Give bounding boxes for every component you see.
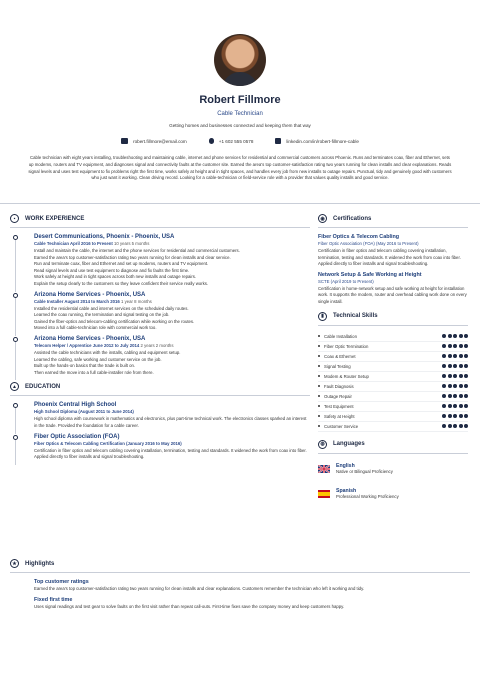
experience-duration: 1 year 8 months — [121, 298, 152, 304]
skill-level — [442, 384, 468, 388]
skill-name — [318, 374, 369, 379]
skill-level — [442, 344, 468, 348]
contact-bar — [0, 138, 480, 144]
skill-level — [442, 374, 468, 378]
email-text[interactable]: robert.fillmore@email.com — [133, 138, 187, 144]
skill-name — [318, 394, 352, 399]
skill-dot — [459, 354, 463, 358]
skill-row — [318, 372, 468, 382]
bullet-icon — [318, 375, 320, 377]
bullet-icon — [318, 415, 320, 417]
skill-row — [318, 352, 468, 362]
skill-row — [318, 412, 468, 422]
skill-row — [318, 382, 468, 392]
skill-dot — [453, 384, 457, 388]
skill-dot — [442, 404, 446, 408]
timeline-line — [15, 408, 16, 433]
highlight-description: Uses signal readings and test gear to solve faults on the first visit rather than repeat call-outs. First-time fixes save the company money and keep customers happy. — [34, 603, 345, 609]
education-item — [10, 434, 310, 461]
description-line: High school diploma with coursework in mathematics and electronics, plus part-time technical work. The electronics classes sparked an interest in the trade. Provided the foundation for a cable career. — [34, 416, 307, 428]
skill-dot — [464, 354, 468, 358]
skill-dot — [453, 424, 457, 428]
skill-dot — [459, 374, 463, 378]
skill-label: Modem & Router Setup — [324, 373, 369, 379]
header-divider — [0, 203, 480, 204]
certification-title: Fiber Optics & Telecom Cabling — [318, 234, 400, 240]
skill-row — [318, 392, 468, 402]
skill-dot — [448, 334, 452, 338]
contact-email[interactable] — [121, 138, 187, 144]
skill-row — [318, 332, 468, 342]
skill-dot — [453, 404, 457, 408]
skill-name — [318, 404, 354, 409]
language-text — [336, 488, 399, 499]
description-line: Then earned the move into a full cable-installer role from there. — [34, 369, 154, 375]
language-level: Professional Working Proficiency — [336, 494, 399, 500]
skill-dot — [448, 424, 452, 428]
skill-level — [442, 394, 468, 398]
skill-dot — [464, 414, 468, 418]
skill-dot — [453, 344, 457, 348]
skill-level — [442, 404, 468, 408]
bullet-icon — [318, 365, 320, 367]
certification-issuer: Fiber Optic Association (FOA) (May 2016 to Present) — [318, 241, 419, 246]
briefcase-icon: ▪ — [10, 214, 19, 223]
timeline-line — [15, 298, 16, 336]
skill-level — [442, 364, 468, 368]
certifications-heading: ◉ Certifications — [318, 214, 468, 223]
graduation-cap-icon: ▲ — [10, 382, 19, 391]
bullet-icon — [318, 355, 320, 357]
certification-issuer: SCTE (April 2019 to Present) — [318, 278, 374, 284]
linkedin-text[interactable]: linkedin.com/in/robert-fillmore-cable — [286, 138, 359, 144]
skill-label: Fiber Optic Termination — [324, 343, 369, 349]
skill-level — [442, 414, 468, 418]
skill-dot — [453, 364, 457, 368]
education-degree: High School Diploma (August 2011 to June 2014) — [34, 409, 134, 415]
highlights-list — [10, 579, 470, 610]
skill-level — [442, 424, 468, 428]
candidate-name: Robert Fillmore — [199, 94, 281, 106]
highlight-item — [10, 597, 470, 611]
skill-name — [318, 384, 354, 389]
skill-dot — [459, 424, 463, 428]
skill-label: Safety at Height — [324, 413, 355, 419]
skill-row — [318, 422, 468, 432]
skill-dot — [459, 364, 463, 368]
skill-dot — [448, 364, 452, 368]
experience-role: Cable Installer August 2014 to March 2016 1 year 8 months — [34, 298, 152, 304]
experience-duration: 2 years 2 months — [140, 342, 174, 348]
skill-dot — [453, 334, 457, 338]
skill-dot — [453, 354, 457, 358]
languages-heading: ◍ Languages — [318, 440, 468, 449]
skill-label: Outage Repair — [324, 393, 352, 399]
skill-dot — [459, 404, 463, 408]
bullet-icon — [318, 425, 320, 427]
skill-name — [318, 354, 356, 359]
description-line: Certification in fiber optics and telecom cabling covering installation, termination, testing and standards. It widened the work from coax into fiber. Applied directly to fiber installs and signal troubleshooting. — [34, 447, 307, 460]
certifications-list — [318, 234, 468, 306]
description-line: Work safely at height and in tight spaces across both new installs and outage repairs. — [34, 274, 197, 280]
star-icon: ★ — [10, 559, 19, 568]
linkedin-icon — [275, 138, 281, 144]
skill-dot — [442, 334, 446, 338]
description-line: Run and terminate coax, fiber and Ethernet and set up modems, routers and TV equipment. — [34, 261, 209, 267]
highlight-title: Fixed first time — [34, 596, 73, 603]
skill-label: Coax & Ethernet — [324, 353, 356, 359]
description-line: Assisted the cable technicians with the installs, cabling and equipment setup. — [34, 349, 181, 355]
education-list — [10, 402, 310, 460]
experience-list — [10, 234, 310, 376]
language-text — [336, 463, 393, 474]
certification-description: Certification in fiber optics and telecom cabling covering installation, termination, testing and standards. It widened the work from coax into fiber. Applied directly to fiber installs and signal troubleshooting. — [318, 248, 461, 267]
description-line: Read signal levels and use test equipment to diagnose and fix faults the first time. — [34, 267, 190, 273]
skill-dot — [448, 344, 452, 348]
globe-icon: ◍ — [318, 440, 327, 449]
skill-dot — [448, 394, 452, 398]
experience-duration: 10 years 5 months — [114, 241, 150, 246]
skill-dot — [459, 394, 463, 398]
skill-dot — [442, 424, 446, 428]
skill-dot — [459, 414, 463, 418]
skill-label: Test Equipment — [324, 403, 354, 409]
language-name: English — [336, 463, 355, 470]
skill-dot — [459, 334, 463, 338]
highlights-heading: ★ Highlights — [10, 559, 470, 568]
skill-row — [318, 342, 468, 352]
skill-dot — [464, 334, 468, 338]
skill-dot — [442, 384, 446, 388]
skill-dot — [464, 384, 468, 388]
skill-dot — [448, 404, 452, 408]
timeline-line — [15, 342, 16, 380]
bullet-icon — [318, 345, 320, 347]
skill-dot — [448, 354, 452, 358]
skill-name — [318, 364, 351, 369]
description-line: Learned the coax running, the termination and signal testing on the job. — [34, 312, 170, 318]
contact-phone[interactable] — [209, 138, 254, 144]
skill-dot — [464, 404, 468, 408]
skill-dot — [448, 374, 452, 378]
skill-name — [318, 414, 355, 419]
skill-label: Signal Testing — [324, 363, 351, 369]
education-heading: ▲ EDUCATION — [10, 382, 310, 391]
skill-label: Cable Installation — [324, 333, 357, 339]
skill-dot — [442, 344, 446, 348]
skill-dot — [464, 394, 468, 398]
language-item — [318, 485, 468, 503]
description-line: Install and maintain the cable, the internet and the phone services for residential and commercial customers. — [34, 248, 240, 253]
skills-heading: ▮ Technical Skills — [318, 312, 468, 321]
skill-dot — [442, 364, 446, 368]
skill-dot — [459, 384, 463, 388]
skill-dot — [464, 374, 468, 378]
tagline: Getting homes and businesses connected and keeping them that way — [169, 123, 311, 128]
education-title: Phoenix Central High School — [34, 402, 117, 409]
phone-text[interactable]: +1 602 555 0578 — [218, 138, 254, 144]
experience-description — [34, 248, 310, 288]
language-name: Spanish — [336, 488, 357, 495]
left-column — [10, 214, 310, 465]
description-line: Earned the area's top customer-satisfaction rating two years running for clean installs and clear service. — [34, 254, 231, 260]
experience-item — [10, 292, 310, 332]
skills-list — [318, 332, 468, 432]
skill-row — [318, 362, 468, 372]
experience-description — [34, 306, 310, 332]
skill-name — [318, 334, 357, 339]
skill-dot — [453, 414, 457, 418]
experience-item — [10, 336, 310, 376]
chart-icon: ▮ — [318, 312, 327, 321]
language-item — [318, 460, 468, 478]
skill-dot — [442, 374, 446, 378]
skill-name — [318, 424, 358, 429]
experience-title: Desert Communications, Phoenix - Phoenix, USA — [34, 234, 175, 240]
skill-level — [442, 334, 468, 338]
skill-dot — [442, 394, 446, 398]
summary: Cable technician with eight years installing, troubleshooting and maintaining cable, internet and phone services for residential and commercial customers across Phoenix. Runs and terminates coax, fiber and Ethernet, sets up modems, routers and TV equipment, and diagnoses signal and connectivity faults at the customer site. Earned the area's top customer-satisfaction rating two years running for clean installs and clear explanations. Reads signal levels and uses test equipment to fix problems right the first time, works safely at height and in tight spaces, and handles every job from new installs to outage repairs. Punctual, tidy and genuinely good with customers who just want it working. Clean driving record. Looking for a cable-technician or field-service role with a provider that values quality installs and good service. — [28, 155, 452, 181]
education-item — [10, 402, 310, 429]
right-column — [318, 214, 468, 510]
languages-list — [318, 460, 468, 503]
description-line: Installed the residential cable and internet services on the scheduled daily routes. — [34, 305, 189, 311]
contact-linkedin[interactable] — [275, 138, 359, 144]
description-line: Learned the cabling, safe working and customer service on the job. — [34, 356, 162, 362]
description-line: Gained the fiber-optics and telecom-cabling certification while working on the routes. — [34, 318, 195, 324]
skill-name — [318, 344, 368, 349]
certification-item — [318, 234, 468, 268]
skill-dot — [464, 344, 468, 348]
certification-item — [318, 272, 468, 306]
experience-title: Arizona Home Services - Phoenix, USA — [34, 335, 146, 342]
language-level: Native or Bilingual Proficiency — [336, 469, 393, 475]
candidate-role: Cable Technician — [217, 111, 263, 117]
experience-heading: ▪ WORK EXPERIENCE — [10, 214, 310, 223]
highlight-item — [10, 579, 470, 593]
skill-dot — [453, 394, 457, 398]
highlight-title: Top customer ratings — [34, 579, 89, 585]
description-line: Moved into a full cable-technician role with commercial work too. — [34, 325, 157, 331]
bullet-icon — [318, 405, 320, 407]
skill-dot — [453, 374, 457, 378]
experience-role: Cable Technician April 2016 to Present 10 years 5 months — [34, 241, 150, 246]
education-title: Fiber Optic Association (FOA) — [34, 433, 120, 440]
profile-photo — [214, 34, 266, 86]
experience-title: Arizona Home Services - Phoenix, USA — [34, 291, 146, 298]
skill-row — [318, 402, 468, 412]
bullet-icon — [318, 395, 320, 397]
skill-dot — [464, 364, 468, 368]
skill-dot — [459, 344, 463, 348]
skill-level — [442, 354, 468, 358]
education-description — [34, 416, 310, 429]
certification-title: Network Setup & Safe Working at Height — [318, 271, 422, 278]
highlight-description: Earned the area's top customer-satisfaction rating two years running for clean installs and clear explanations. Customers remember the technician who left it working and tidy. — [34, 586, 365, 591]
skill-dot — [464, 424, 468, 428]
timeline-line — [15, 240, 16, 292]
email-icon — [121, 138, 128, 144]
bullet-icon — [318, 335, 320, 337]
education-description — [34, 448, 310, 461]
spain-flag-icon — [318, 485, 330, 503]
uk-flag-icon — [318, 460, 330, 478]
experience-item — [10, 234, 310, 288]
certification-description: Certification in home-network setup and safe working at height for installation work. It supports the modem, router and overhead cabling work done on every single install. — [318, 285, 467, 304]
timeline-line — [15, 440, 16, 465]
skill-dot — [448, 414, 452, 418]
skill-dot — [448, 384, 452, 388]
certificate-icon: ◉ — [318, 214, 327, 223]
bullet-icon — [318, 385, 320, 387]
skill-label: Fault Diagnosis — [324, 383, 354, 389]
description-line: Explain the setup clearly to the customers so they leave confident their service really works. — [34, 280, 209, 286]
education-degree: Fiber Optics & Telecom Cabling Certification (January 2016 to May 2016) — [34, 440, 182, 446]
experience-role: Telecom Helper / Apprentice June 2012 to July 2014 2 years 2 months — [34, 342, 174, 348]
description-line: Built up the hands-on basics that the trade is built on. — [34, 363, 136, 369]
phone-icon — [209, 138, 214, 144]
skill-label: Customer Service — [324, 423, 359, 429]
skill-dot — [442, 414, 446, 418]
highlights-section — [10, 559, 470, 614]
skill-dot — [442, 354, 446, 358]
experience-description — [34, 350, 310, 376]
